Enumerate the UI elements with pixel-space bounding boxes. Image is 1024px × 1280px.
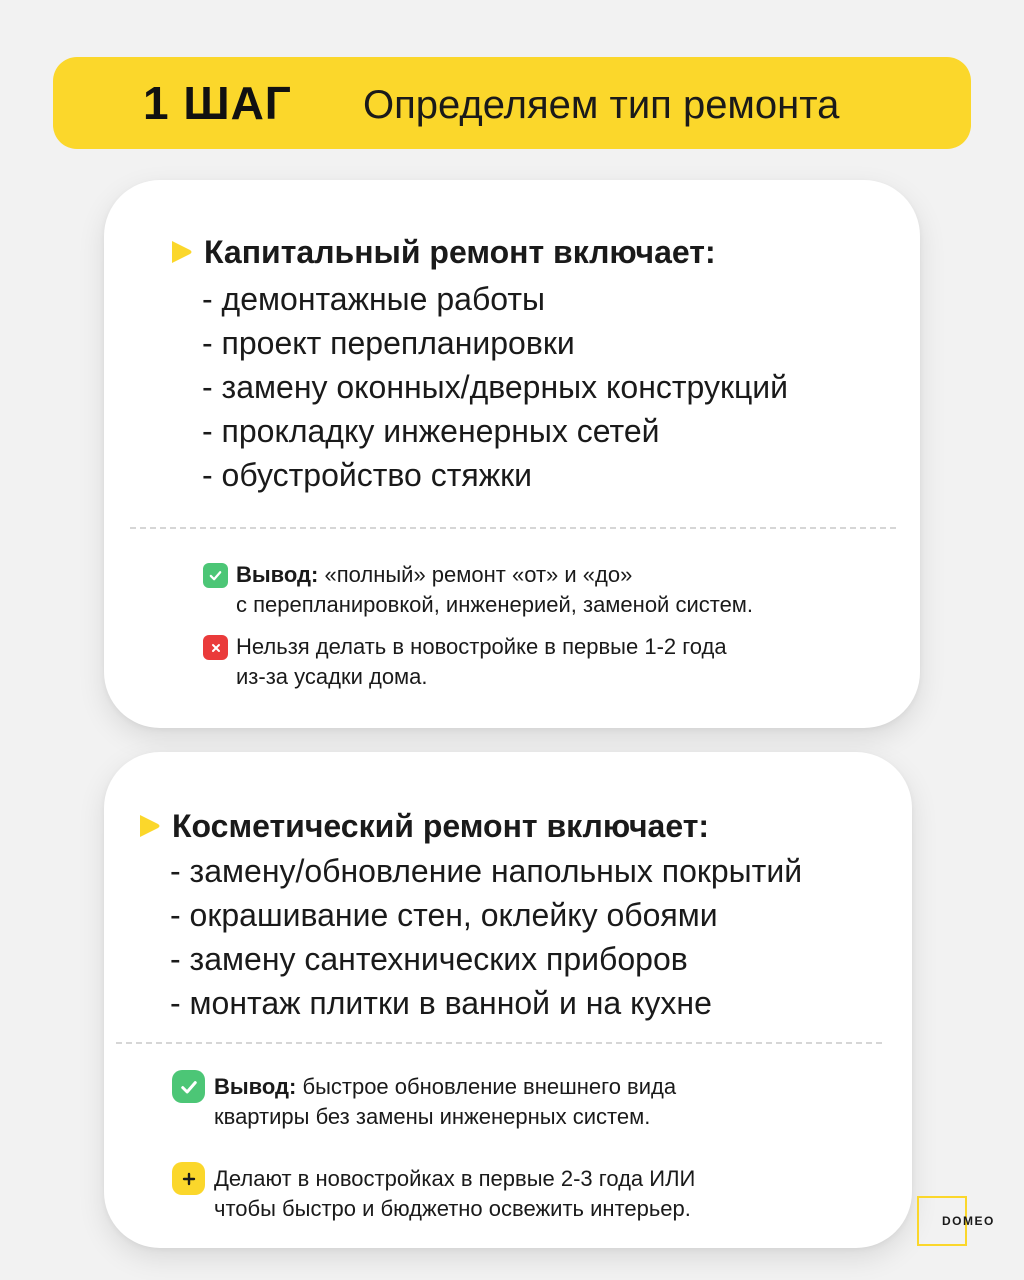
conclusion-line-2: с перепланировкой, инженерией, заменой систем. <box>236 592 754 617</box>
check-icon <box>203 563 228 588</box>
cosmetic-conclusion-text <box>214 1072 676 1132</box>
list-item: - замену сантехнических приборов <box>170 941 688 977</box>
capital-conclusion-text <box>236 560 753 620</box>
capital-repair-heading <box>168 232 716 272</box>
cosmetic-tip-text <box>214 1164 695 1224</box>
cosmetic-repair-card <box>104 752 912 1248</box>
conclusion-label: Вывод: <box>214 1074 297 1099</box>
arrow-right-icon <box>136 813 162 839</box>
list-item: - проект перепланировки <box>202 325 575 361</box>
capital-warning <box>203 632 727 692</box>
arrow-right-icon <box>168 239 194 265</box>
list-item: - замену оконных/дверных конструкций <box>202 369 789 405</box>
list-item: - монтаж плитки в ванной и на кухне <box>170 985 712 1021</box>
check-icon <box>172 1070 205 1103</box>
conclusion-line-1: «полный» ремонт «от» и «до» <box>318 562 633 587</box>
list-item: - прокладку инженерных сетей <box>202 413 660 449</box>
cosmetic-repair-heading-text: Косметический ремонт включает: <box>172 808 710 844</box>
cross-icon <box>203 635 228 660</box>
step-number: 1 ШАГ <box>143 77 292 129</box>
tip-line-1: Делают в новостройках в первые 2-3 года ИЛИ <box>214 1166 696 1191</box>
list-item: - демонтажные работы <box>202 281 546 317</box>
conclusion-line-2: квартиры без замены инженерных систем. <box>214 1104 651 1129</box>
step-header-banner <box>53 57 971 149</box>
cosmetic-repair-list <box>170 849 802 1025</box>
plus-icon <box>172 1162 205 1195</box>
list-item: - окрашивание стен, оклейку обоями <box>170 897 718 933</box>
dashed-divider <box>130 527 896 529</box>
conclusion-label: Вывод: <box>236 562 319 587</box>
dashed-divider <box>116 1042 882 1044</box>
capital-repair-heading-text: Капитальный ремонт включает: <box>204 234 716 270</box>
domeo-logo <box>917 1196 995 1246</box>
logo-text: DOMEO <box>942 1214 995 1228</box>
cosmetic-repair-heading <box>136 806 709 846</box>
conclusion-line-1: быстрое обновление внешнего вида <box>296 1074 677 1099</box>
capital-conclusion <box>203 560 753 620</box>
list-item: - обустройство стяжки <box>202 457 532 493</box>
step-title: Определяем тип ремонта <box>363 83 840 127</box>
warning-line-2: из-за усадки дома. <box>236 664 428 689</box>
warning-line-1: Нельзя делать в новостройке в первые 1-2 года <box>236 634 727 659</box>
capital-repair-list <box>202 277 788 497</box>
capital-warning-text <box>236 632 727 692</box>
cosmetic-tip <box>172 1164 695 1224</box>
tip-line-2: чтобы быстро и бюджетно освежить интерьер. <box>214 1196 691 1221</box>
cosmetic-conclusion <box>172 1072 676 1132</box>
capital-repair-card <box>104 180 920 728</box>
list-item: - замену/обновление напольных покрытий <box>170 853 803 889</box>
